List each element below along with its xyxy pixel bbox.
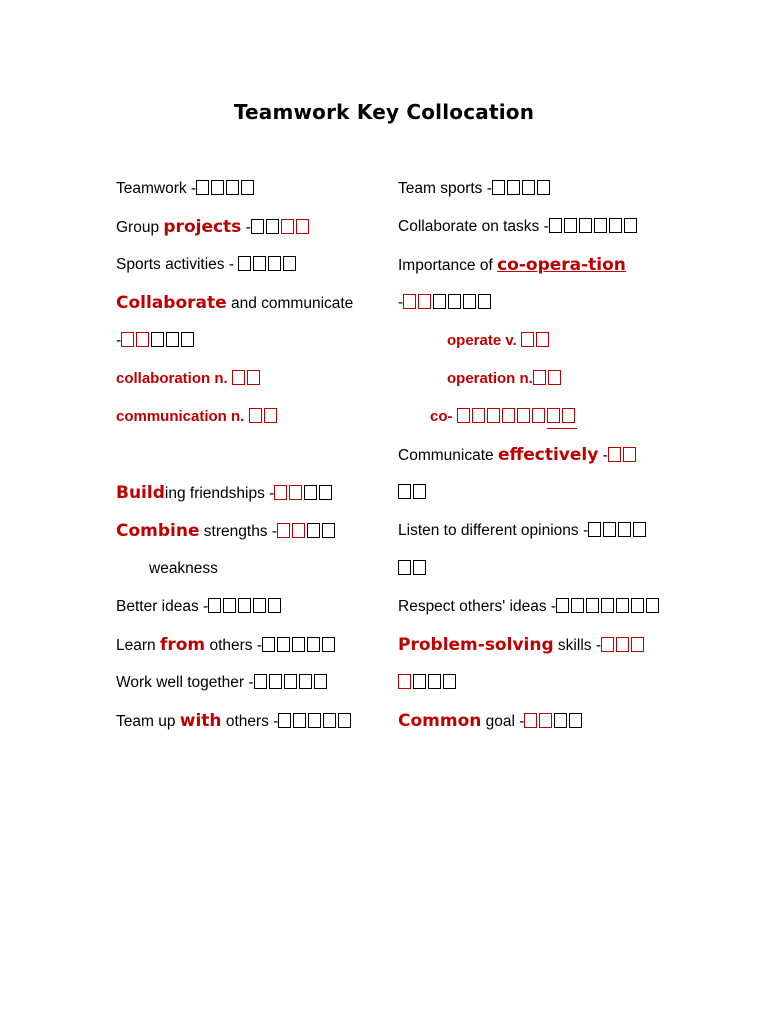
text-run: - <box>398 294 404 311</box>
missing-glyph-icon <box>472 408 485 423</box>
missing-glyph-icon <box>296 219 309 234</box>
missing-glyph-icon <box>556 598 569 613</box>
text-run: Work well together - <box>116 674 254 691</box>
missing-glyph-icon <box>292 523 305 538</box>
text-run: strengths - <box>199 523 278 540</box>
missing-glyph-icon <box>268 598 281 613</box>
missing-glyph-icon <box>507 180 520 195</box>
text-run: Teamwork - <box>116 180 197 197</box>
glyph-placeholder-group <box>554 711 584 733</box>
missing-glyph-icon <box>588 522 601 537</box>
missing-glyph-icon <box>398 674 411 689</box>
missing-glyph-icon <box>571 598 584 613</box>
missing-glyph-icon <box>121 332 134 347</box>
missing-glyph-icon <box>299 674 312 689</box>
right-line-co-prefix <box>430 406 577 428</box>
missing-glyph-icon <box>278 713 291 728</box>
missing-glyph-icon <box>247 370 260 385</box>
right-line-problem-solving-cont <box>398 672 458 694</box>
missing-glyph-icon <box>418 294 431 309</box>
missing-glyph-icon <box>537 180 550 195</box>
text-run: - <box>116 332 122 349</box>
right-line-collaborate-on-tasks <box>398 216 639 238</box>
missing-glyph-icon <box>307 523 320 538</box>
missing-glyph-icon <box>554 713 567 728</box>
right-line-listen-opinions <box>398 520 648 542</box>
missing-glyph-icon <box>264 408 277 423</box>
left-line-collaborate-translation <box>116 330 196 352</box>
glyph-placeholder-group <box>547 406 577 429</box>
missing-glyph-icon <box>196 180 209 195</box>
missing-glyph-icon <box>618 522 631 537</box>
missing-glyph-icon <box>251 219 264 234</box>
text-run: and communicate <box>226 295 354 312</box>
missing-glyph-icon <box>274 485 287 500</box>
glyph-placeholder-group <box>278 711 353 733</box>
text-run: Problem-solving <box>398 635 554 655</box>
right-line-operation-noun <box>447 368 563 390</box>
left-line-sports-activities <box>116 254 298 276</box>
missing-glyph-icon <box>249 408 262 423</box>
missing-glyph-icon <box>307 637 320 652</box>
missing-glyph-icon <box>524 713 537 728</box>
glyph-placeholder-group <box>232 368 262 390</box>
text-run: with <box>179 711 222 731</box>
text-run: Respect others' ideas - <box>398 598 557 615</box>
text-run: - <box>598 447 608 464</box>
missing-glyph-icon <box>547 408 560 423</box>
glyph-placeholder-group <box>262 635 337 657</box>
text-run: goal - <box>481 713 525 730</box>
glyph-placeholder-group <box>492 178 552 200</box>
missing-glyph-icon <box>624 218 637 233</box>
missing-glyph-icon <box>601 637 614 652</box>
missing-glyph-icon <box>448 294 461 309</box>
glyph-placeholder-group <box>608 445 638 467</box>
text-run: co-opera-tion <box>497 255 626 275</box>
missing-glyph-icon <box>413 674 426 689</box>
missing-glyph-icon <box>517 408 530 423</box>
glyph-placeholder-group <box>549 216 639 238</box>
right-line-respect-ideas <box>398 596 661 618</box>
missing-glyph-icon <box>623 447 636 462</box>
text-run: Better ideas - <box>116 598 209 615</box>
missing-glyph-icon <box>463 294 476 309</box>
glyph-placeholder-group <box>398 672 413 694</box>
missing-glyph-icon <box>601 598 614 613</box>
text-run: Team sports - <box>398 180 492 197</box>
missing-glyph-icon <box>322 523 335 538</box>
missing-glyph-icon <box>308 713 321 728</box>
right-line-common-goal <box>398 710 584 732</box>
glyph-placeholder-group <box>208 596 283 618</box>
missing-glyph-icon <box>223 598 236 613</box>
missing-glyph-icon <box>253 598 266 613</box>
missing-glyph-icon <box>413 484 426 499</box>
missing-glyph-icon <box>521 332 534 347</box>
left-line-teamwork <box>116 178 256 200</box>
missing-glyph-icon <box>428 674 441 689</box>
glyph-placeholder-group <box>588 520 648 542</box>
missing-glyph-icon <box>536 332 549 347</box>
missing-glyph-icon <box>268 256 281 271</box>
text-run: - <box>241 219 251 236</box>
missing-glyph-icon <box>314 674 327 689</box>
missing-glyph-icon <box>562 408 575 423</box>
left-line-collaborate-communicate <box>116 292 353 314</box>
left-line-building-friendships <box>116 482 334 504</box>
glyph-placeholder-group <box>403 292 433 314</box>
missing-glyph-icon <box>232 370 245 385</box>
glyph-placeholder-group <box>398 482 428 504</box>
text-run: Listen to different opinions - <box>398 522 589 539</box>
glyph-placeholder-group <box>238 254 298 276</box>
glyph-placeholder-group <box>398 558 428 580</box>
left-line-learn-from-others <box>116 634 337 656</box>
missing-glyph-icon <box>631 598 644 613</box>
missing-glyph-icon <box>594 218 607 233</box>
glyph-placeholder-group <box>274 483 304 505</box>
missing-glyph-icon <box>289 485 302 500</box>
missing-glyph-icon <box>253 256 266 271</box>
text-run: from <box>159 635 206 655</box>
right-line-listen-opinions-cont <box>398 558 428 580</box>
missing-glyph-icon <box>323 713 336 728</box>
left-line-work-well-together <box>116 672 329 694</box>
missing-glyph-icon <box>241 180 254 195</box>
text-run: weakness <box>149 560 218 577</box>
missing-glyph-icon <box>281 219 294 234</box>
text-run: Combine <box>116 521 200 541</box>
missing-glyph-icon <box>539 713 552 728</box>
missing-glyph-icon <box>151 332 164 347</box>
right-line-importance-of-cooperation <box>398 254 626 276</box>
glyph-placeholder-group <box>121 330 151 352</box>
glyph-placeholder-group <box>277 521 307 543</box>
glyph-placeholder-group <box>304 483 334 505</box>
glyph-placeholder-group <box>196 178 256 200</box>
left-line-combine-strengths <box>116 520 337 542</box>
missing-glyph-icon <box>181 332 194 347</box>
glyph-placeholder-group <box>281 217 311 239</box>
missing-glyph-icon <box>532 408 545 423</box>
missing-glyph-icon <box>564 218 577 233</box>
missing-glyph-icon <box>631 637 644 652</box>
text-run: operation n. <box>447 370 533 387</box>
missing-glyph-icon <box>136 332 149 347</box>
left-line-better-ideas <box>116 596 283 618</box>
text-run: Communicate <box>398 447 498 464</box>
missing-glyph-icon <box>322 637 335 652</box>
missing-glyph-icon <box>457 408 470 423</box>
missing-glyph-icon <box>609 218 622 233</box>
text-run: others - <box>205 637 262 654</box>
missing-glyph-icon <box>208 598 221 613</box>
glyph-placeholder-group <box>151 330 196 352</box>
missing-glyph-icon <box>569 713 582 728</box>
text-run: Sports activities - <box>116 256 239 273</box>
text-run: Importance of <box>398 257 498 274</box>
missing-glyph-icon <box>492 180 505 195</box>
missing-glyph-icon <box>608 447 621 462</box>
missing-glyph-icon <box>633 522 646 537</box>
missing-glyph-icon <box>262 637 275 652</box>
glyph-placeholder-group <box>249 406 279 428</box>
glyph-placeholder-group <box>524 711 554 733</box>
text-run: others - <box>221 713 279 730</box>
missing-glyph-icon <box>284 674 297 689</box>
glyph-placeholder-group <box>601 635 646 657</box>
text-run: Common <box>398 711 482 731</box>
missing-glyph-icon <box>211 180 224 195</box>
missing-glyph-icon <box>292 637 305 652</box>
left-line-collaboration-noun <box>116 368 262 390</box>
missing-glyph-icon <box>533 370 546 385</box>
text-run: Learn <box>116 637 160 654</box>
missing-glyph-icon <box>586 598 599 613</box>
missing-glyph-icon <box>646 598 659 613</box>
missing-glyph-icon <box>433 294 446 309</box>
missing-glyph-icon <box>283 256 296 271</box>
missing-glyph-icon <box>226 180 239 195</box>
right-line-operate-verb <box>447 330 551 352</box>
text-run: Collaborate <box>116 293 227 313</box>
missing-glyph-icon <box>549 218 562 233</box>
missing-glyph-icon <box>238 598 251 613</box>
missing-glyph-icon <box>603 522 616 537</box>
text-run: effectively <box>497 445 599 465</box>
missing-glyph-icon <box>338 713 351 728</box>
left-line-group-projects <box>116 216 311 238</box>
glyph-placeholder-group <box>413 672 458 694</box>
missing-glyph-icon <box>616 637 629 652</box>
page-title: Teamwork Key Collocation <box>233 100 535 124</box>
missing-glyph-icon <box>522 180 535 195</box>
right-line-communicate-effectively-cont <box>398 482 428 504</box>
text-run: operate v. <box>447 332 521 349</box>
missing-glyph-icon <box>238 256 251 271</box>
missing-glyph-icon <box>266 219 279 234</box>
text-run: Team up <box>116 713 180 730</box>
missing-glyph-icon <box>269 674 282 689</box>
right-line-cooperation-translation <box>398 292 493 314</box>
right-line-team-sports <box>398 178 552 200</box>
text-run: collaboration n. <box>116 370 232 387</box>
text-run: projects <box>163 217 242 237</box>
glyph-placeholder-group <box>521 330 551 352</box>
missing-glyph-icon <box>502 408 515 423</box>
missing-glyph-icon <box>254 674 267 689</box>
missing-glyph-icon <box>293 713 306 728</box>
left-line-team-up-with-others <box>116 710 353 732</box>
missing-glyph-icon <box>398 484 411 499</box>
text-run: communication n. <box>116 408 249 425</box>
glyph-placeholder-group <box>307 521 337 543</box>
missing-glyph-icon <box>277 637 290 652</box>
text-run: Build <box>116 483 165 503</box>
missing-glyph-icon <box>166 332 179 347</box>
missing-glyph-icon <box>413 560 426 575</box>
left-line-weakness <box>149 558 218 580</box>
missing-glyph-icon <box>487 408 500 423</box>
glyph-placeholder-group <box>433 292 493 314</box>
missing-glyph-icon <box>398 560 411 575</box>
glyph-placeholder-group <box>254 672 329 694</box>
missing-glyph-icon <box>548 370 561 385</box>
missing-glyph-icon <box>277 523 290 538</box>
missing-glyph-icon <box>403 294 416 309</box>
missing-glyph-icon <box>579 218 592 233</box>
text-run: Group <box>116 219 164 236</box>
missing-glyph-icon <box>478 294 491 309</box>
missing-glyph-icon <box>319 485 332 500</box>
glyph-placeholder-group <box>556 596 661 618</box>
right-line-problem-solving <box>398 634 646 656</box>
glyph-placeholder-group <box>533 368 563 390</box>
text-run: co- <box>430 408 457 425</box>
right-line-communicate-effectively <box>398 444 638 466</box>
missing-glyph-icon <box>443 674 456 689</box>
missing-glyph-icon <box>616 598 629 613</box>
glyph-placeholder-group <box>457 406 547 428</box>
text-run: ing friendships - <box>164 485 275 502</box>
glyph-placeholder-group <box>251 217 281 239</box>
left-line-communication-noun <box>116 406 279 428</box>
text-run: skills - <box>553 637 601 654</box>
missing-glyph-icon <box>304 485 317 500</box>
text-run: Collaborate on tasks - <box>398 218 549 235</box>
